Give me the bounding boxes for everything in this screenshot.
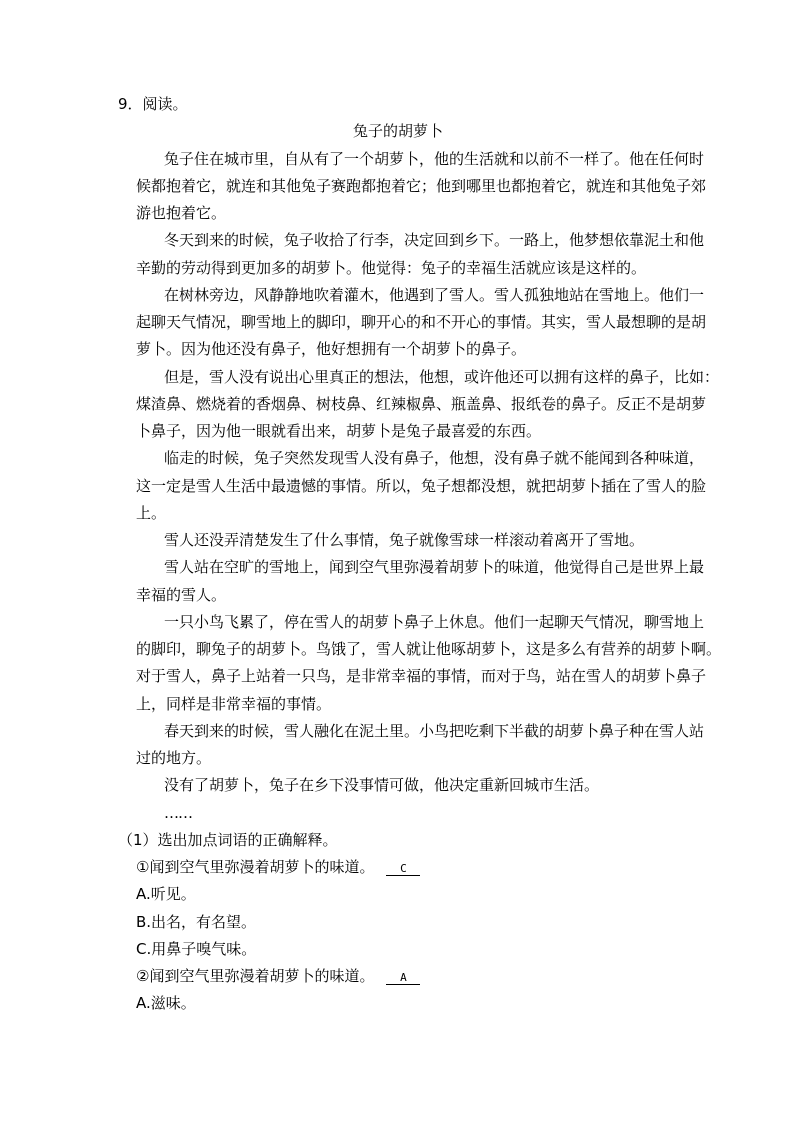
item-1-answer-blank[interactable]: C: [386, 862, 420, 876]
item-2-question: [118, 963, 678, 990]
ellipsis: ……: [164, 803, 192, 822]
paragraph: [118, 718, 705, 773]
paragraph: [118, 445, 707, 527]
paragraph-line: 起聊天气情况，聊雪地上的脚印，聊开心的和不开心的事情。其实，雪人最想聊的是胡: [136, 313, 707, 331]
paragraph: [118, 609, 722, 718]
paragraph-line: 煤渣鼻、燃烧着的香烟鼻、树枝鼻、红辣椒鼻、瓶盖鼻、报纸卷的鼻子。反正不是胡萝: [136, 394, 707, 413]
paragraph-line: 卜鼻子，因为他一眼就看出来，胡萝卜是兔子最喜爱的东西。: [136, 422, 542, 440]
paragraph-line: 兔子住在城市里，自从有了一个胡萝卜，他的生活就和以前不一样了。他在任何时: [164, 149, 705, 168]
paragraph: [118, 227, 705, 282]
paragraph-line: 萝卜。因为他还没有鼻子，他好想拥有一个胡萝卜的鼻子。: [136, 340, 527, 359]
paragraph-line: 候都抱着它，就连和其他兔子赛跑都抱着它；他到哪里也都抱着它，就连和其他兔子郊: [136, 176, 707, 195]
paragraph-line: 冬天到来的时候，兔子收拾了行李，决定回到乡下。一路上，他梦想依靠泥土和他: [164, 231, 705, 250]
passage-title: 兔子的胡萝卜: [352, 122, 443, 141]
question-header: 9．阅读。: [118, 95, 188, 113]
paragraph-line: 临走的时候，兔子突然发现雪人没有鼻子，他想，没有鼻子就不能闻到各种味道，: [164, 449, 705, 468]
paragraph-line: 雪人站在空旷的雪地上，闻到空气里弥漫着胡萝卜的味道，他觉得自己是世界上最: [164, 558, 705, 577]
document-page: [118, 91, 722, 1018]
item-1-option-a: A.听见。: [136, 885, 196, 904]
item-2-option-a: A.滋味。: [136, 994, 196, 1013]
paragraph: [118, 146, 707, 228]
paragraph-line: 游也抱着它。: [136, 204, 227, 222]
item-1-option-c: C.用鼻子嗅气味。: [136, 939, 257, 958]
sub-question: （1）选出加点词语的正确解释。: [118, 830, 338, 849]
passage-body: [118, 146, 722, 800]
paragraph-line: 但是，雪人没有说出心里真正的想法，他想，或许他还可以拥有这样的鼻子，比如：: [164, 367, 720, 386]
paragraph-line: 幸福的雪人。: [136, 585, 227, 604]
paragraph-line: 这一定是雪人生活中最遗憾的事情。所以，兔子想都没想，就把胡萝卜插在了雪人的脸: [136, 476, 707, 495]
item-1-question: [118, 854, 678, 881]
item-2-text: ②闻到空气里弥漫着胡萝卜的味道。: [136, 967, 375, 985]
paragraph-line: 没有了胡萝卜，兔子在乡下没事情可做，他决定重新回城市生活。: [164, 776, 600, 795]
paragraph: [118, 554, 705, 609]
paragraph-line: 春天到来的时候，雪人融化在泥土里。小鸟把吃剩下半截的胡萝卜鼻子种在雪人站: [164, 721, 705, 740]
paragraph-line: 过的地方。: [136, 749, 212, 767]
paragraph: [118, 772, 678, 799]
paragraph-line: 对于雪人，鼻子上站着一只鸟，是非常幸福的事情，而对于鸟，站在雪人的胡萝卜鼻子: [136, 667, 707, 686]
paragraph-line: 上。: [136, 503, 167, 522]
paragraph: [118, 282, 707, 364]
item-2-answer-blank[interactable]: A: [386, 971, 420, 985]
item-1-option-b: B.出名，有名望。: [136, 912, 257, 931]
paragraph-line: 一只小鸟飞累了，停在雪人的胡萝卜鼻子上休息。他们一起聊天气情况，聊雪地上: [164, 612, 705, 631]
paragraph-line: 的脚印，聊兔子的胡萝卜。鸟饿了，雪人就让他啄胡萝卜，这是多么有营养的胡萝卜啊。: [136, 640, 722, 658]
paragraph-line: 雪人还没弄清楚发生了什么事情，兔子就像雪球一样滚动着离开了雪地。: [164, 531, 645, 549]
paragraph-line: 上，同样是非常幸福的事情。: [136, 694, 332, 713]
paragraph: [118, 364, 720, 446]
paragraph: [118, 527, 678, 554]
paragraph-line: 辛勤的劳动得到更加多的胡萝卜。他觉得：兔子的幸福生活就应该是这样的。: [136, 258, 647, 277]
paragraph-line: 在树林旁边，风静静地吹着灌木，他遇到了雪人。雪人孤独地站在雪地上。他们一: [164, 285, 705, 304]
item-1-text: ①闻到空气里弥漫着胡萝卜的味道。: [136, 858, 375, 876]
